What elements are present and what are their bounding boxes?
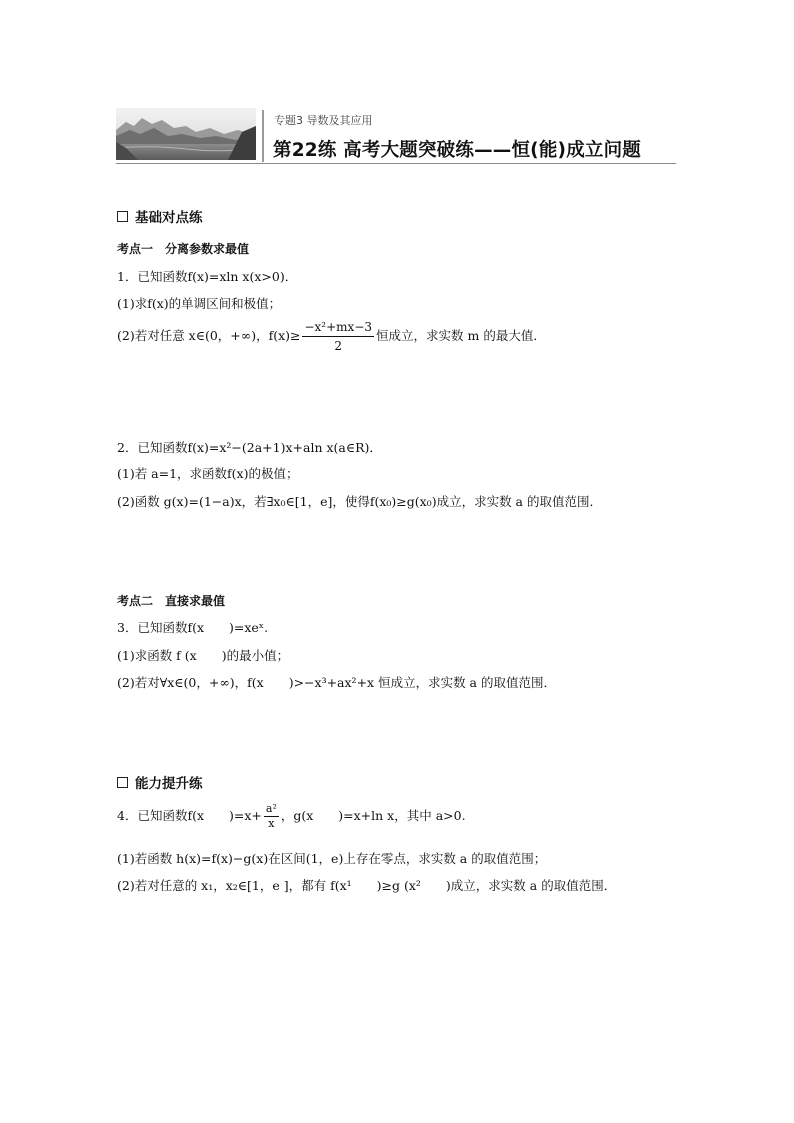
section-heading-label: 基础对点练 [135, 210, 203, 226]
q4-fraction [264, 802, 279, 831]
q4-fraction-numerator: a² [265, 802, 277, 815]
square-bullet-icon [117, 777, 128, 788]
q4-stem [117, 802, 466, 831]
q1-part2-pre: (2)若对任意 x∈(0，+∞)，f(x)≥ [117, 328, 301, 343]
q4-stem-post: ，g(x )=x+ln x，其中 a>0. [280, 808, 466, 823]
q3-part2: (2)若对∀x∈(0，+∞)，f(x )>−x³+ax²+x 恒成立，求实数 a 的取值范围． [117, 675, 556, 690]
header-landscape-image [116, 108, 256, 160]
kaodian-heading-2: 考点二 直接求最值 [117, 594, 226, 608]
section-heading-basic [117, 206, 203, 226]
q3-part1: (1)求函数 f (x )的最小值； [117, 648, 290, 663]
q1-part2 [117, 318, 546, 355]
q1-fraction-numerator: −x²+mx−3 [302, 318, 374, 337]
header-rule [116, 163, 676, 164]
square-bullet-icon [117, 211, 128, 222]
q1-part1: (1)求f(x)的单调区间和极值； [117, 296, 282, 311]
q4-fraction-denominator: x [268, 817, 275, 830]
page-title: 第22练 高考大题突破练——恒(能)成立问题 [273, 140, 641, 161]
section-heading-advanced [117, 772, 203, 792]
q4-part2: (2)若对任意的 x₁，x₂∈[1，e ]，都有 f(x¹ )≥g (x² )成立，求实数 a 的取值范围． [117, 878, 617, 893]
q4-stem-pre: 4．已知函数f(x )=x+ [117, 808, 262, 823]
section-heading-label: 能力提升练 [135, 776, 203, 792]
header-divider [262, 110, 264, 162]
q1-stem: 1．已知函数f(x)=xln x(x>0)． [117, 269, 298, 284]
topic-label: 专题3 导数及其应用 [274, 114, 373, 127]
q2-stem: 2．已知函数f(x)=x²−(2a+1)x+aln x(a∈R)． [117, 440, 382, 455]
kaodian-heading-1: 考点一 分离参数求最值 [117, 242, 250, 256]
q2-part2: (2)函数 g(x)=(1−a)x，若∃x₀∈[1，e]，使得f(x₀)≥g(x₀)成立，求实数 a 的取值范围． [117, 494, 602, 509]
q4-part1: (1)若函数 h(x)=f(x)−g(x)在区间(1，e)上存在零点，求实数 a 的取值范围； [117, 851, 547, 866]
q1-fraction [302, 318, 374, 355]
q1-fraction-denominator: 2 [334, 339, 343, 353]
q3-stem: 3．已知函数f(x )=xeˣ. [117, 620, 269, 635]
q2-part1: (1)若 a=1，求函数f(x)的极值； [117, 466, 299, 481]
q1-part2-post: 恒成立，求实数 m 的最大值． [376, 328, 546, 343]
